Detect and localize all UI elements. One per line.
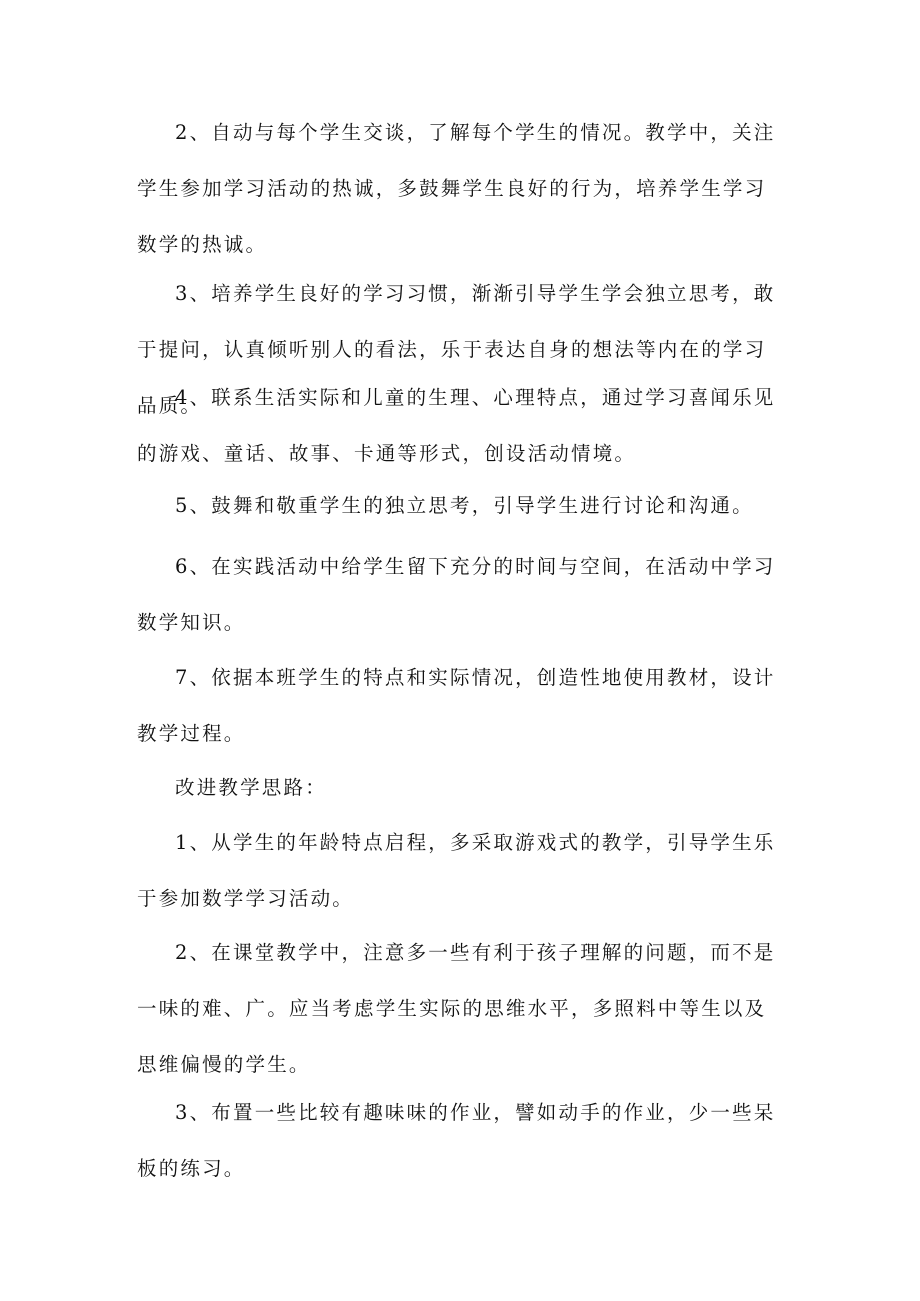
paragraph-item-6: 6、在实践活动中给学生留下充分的时间与空间，在活动中学习数学知识。 [137,555,776,634]
improvement-item-2: 2、在课堂教学中，注意多一些有利于孩子理解的问题，而不是一味的难、广。应当考虑学生实际的思维水平，多照料中等生以及思维偏慢的学生。 [137,941,776,1076]
improvement-item-3: 3、布置一些比较有趣味味的作业，譬如动手的作业，少一些呆板的练习。 [137,1101,776,1180]
paragraph-item-4: 4、联系生活实际和儿童的生理、心理特点，通过学习喜闻乐见的游戏、童话、故事、卡通等形式，创设活动情境。 [137,386,776,465]
paragraph-item-7: 7、依据本班学生的特点和实际情况，创造性地使用教材，设计教学过程。 [137,666,776,745]
section-heading: 改进教学思路： [175,776,327,799]
improvement-item-1: 1、从学生的年龄特点启程，多采取游戏式的教学，引导学生乐于参加数学学习活动。 [137,831,776,910]
paragraph-item-5: 5、鼓舞和敬重学生的独立思考，引导学生进行讨论和沟通。 [175,494,754,517]
paragraph-item-2: 2、自动与每个学生交谈，了解每个学生的情况。教学中，关注学生参加学习活动的热诚，多鼓舞学生良好的行为，培养学生学习数学的热诚。 [137,121,776,256]
paragraph-item-3: 3、培养学生良好的学习习惯，渐渐引导学生学会独立思考，敢于提问，认真倾听别人的看法，乐于表达自身的想法等内在的学习品质。 [137,282,776,417]
